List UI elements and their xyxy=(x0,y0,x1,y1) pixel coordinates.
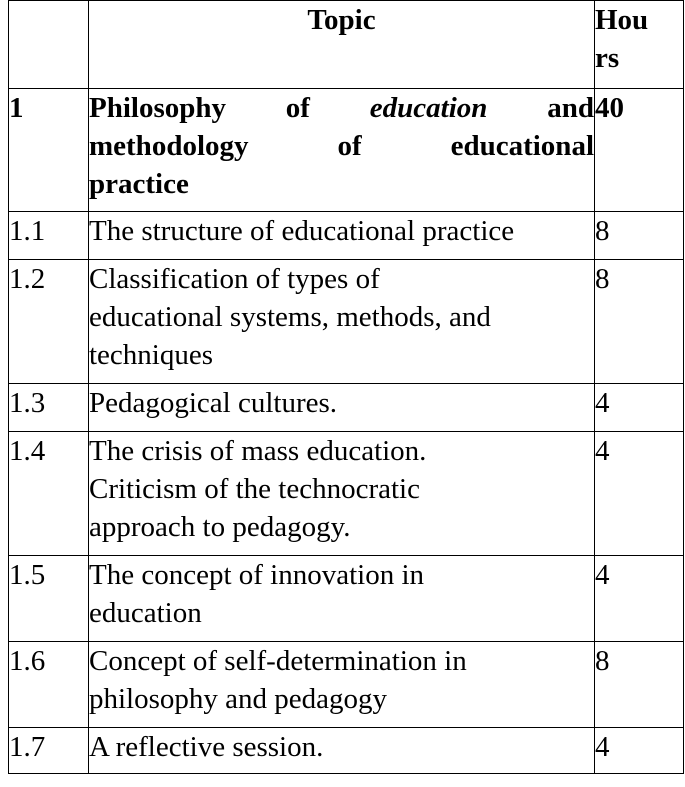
row-topic-line: techniques xyxy=(89,339,214,371)
row-hours: 4 xyxy=(595,432,684,556)
row-number: 1.6 xyxy=(9,642,89,728)
header-hours-line-1: Hou xyxy=(595,4,649,36)
row-topic xyxy=(89,432,595,556)
row-topic-line: Classification of types of xyxy=(89,263,380,295)
row-topic-line: The crisis of mass education. xyxy=(89,435,427,467)
row-topic-line: education xyxy=(89,597,202,629)
row-number: 1.3 xyxy=(9,384,89,432)
row-topic-line: philosophy and pedagogy xyxy=(89,683,388,715)
row-hours: 4 xyxy=(595,728,684,774)
header-topic-cell: Topic xyxy=(89,1,595,89)
row-number: 1.2 xyxy=(9,260,89,384)
header-row xyxy=(9,1,684,89)
row-topic-line: educational systems, methods, and xyxy=(89,301,491,333)
table-row xyxy=(9,260,684,384)
row-topic-line: The concept of innovation in xyxy=(89,559,425,591)
table-row xyxy=(9,432,684,556)
table-row xyxy=(9,728,684,774)
table-row xyxy=(9,556,684,642)
section-hours: 40 xyxy=(595,89,684,212)
row-hours: 8 xyxy=(595,642,684,728)
table-row xyxy=(9,212,684,260)
row-topic-line: A reflective session. xyxy=(89,731,324,763)
row-number: 1.1 xyxy=(9,212,89,260)
table-row xyxy=(9,384,684,432)
row-topic-line: Pedagogical cultures. xyxy=(89,387,338,419)
row-hours: 4 xyxy=(595,384,684,432)
row-hours: 8 xyxy=(595,260,684,384)
section-row xyxy=(9,89,684,212)
row-topic xyxy=(89,260,595,384)
section-topic-line-2: methodology of educational xyxy=(89,130,594,162)
section-topic-text-a: Philosophy of xyxy=(89,92,370,124)
header-number-cell xyxy=(9,1,89,89)
row-topic-line: Concept of self-determination in xyxy=(89,645,467,677)
section-topic-line-3: practice xyxy=(89,168,189,200)
row-topic xyxy=(89,556,595,642)
section-topic-line-1 xyxy=(89,89,594,127)
section-number: 1 xyxy=(9,89,89,212)
header-hours-line-2: rs xyxy=(595,42,620,74)
row-topic xyxy=(89,642,595,728)
row-number: 1.7 xyxy=(9,728,89,774)
table-row xyxy=(9,642,684,728)
curriculum-table xyxy=(8,0,684,774)
row-hours: 4 xyxy=(595,556,684,642)
row-topic xyxy=(89,212,595,260)
row-topic-line: approach to pedagogy. xyxy=(89,511,351,543)
section-topic xyxy=(89,89,595,212)
row-number: 1.5 xyxy=(9,556,89,642)
row-topic-line: The structure of educational practice xyxy=(89,215,515,247)
row-topic xyxy=(89,384,595,432)
section-topic-italic: education xyxy=(369,92,488,124)
row-topic-line: Criticism of the technocratic xyxy=(89,473,420,505)
row-topic xyxy=(89,728,595,774)
header-hours-cell xyxy=(595,1,684,89)
section-topic-text-b: and xyxy=(487,92,594,124)
row-number: 1.4 xyxy=(9,432,89,556)
row-hours: 8 xyxy=(595,212,684,260)
